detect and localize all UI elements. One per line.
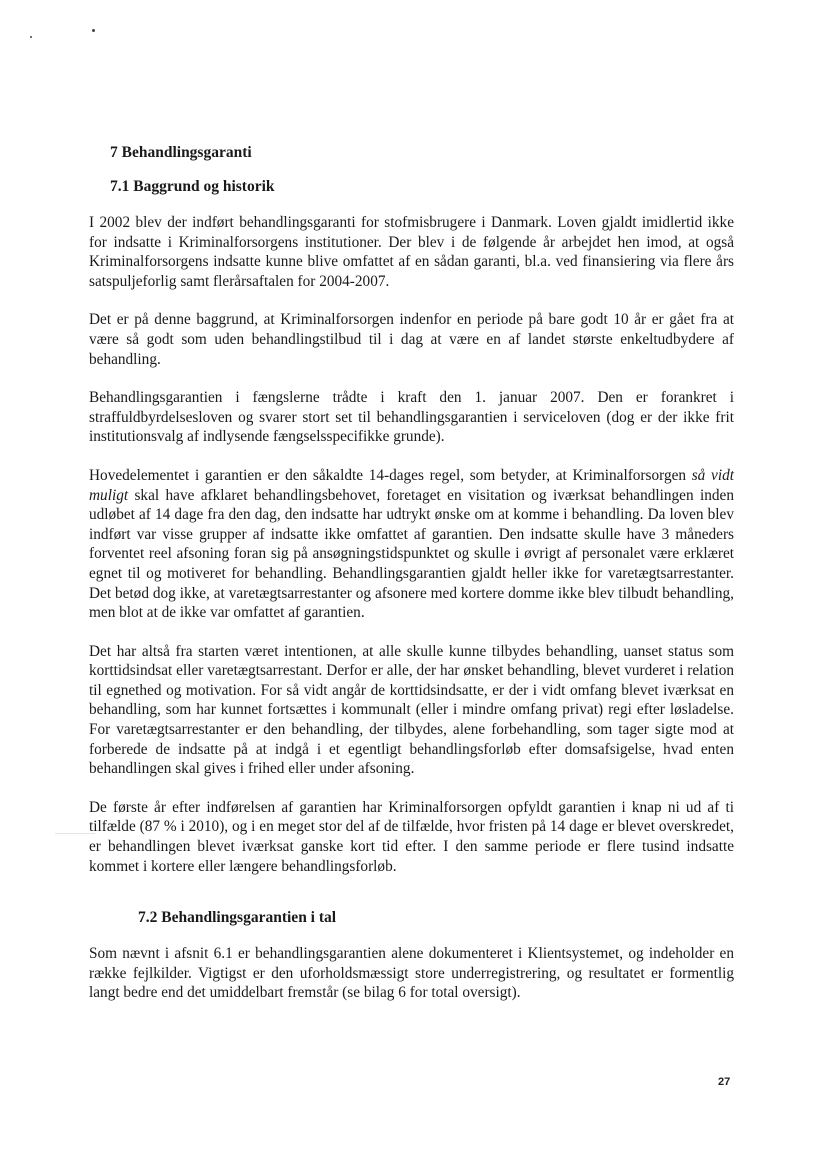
paragraph-introduction: I 2002 blev der indført behandlingsgaranti for stofmisbrugere i Danmark. Loven gjaldt imidlertid ikke for indsatte i Kriminalforsorgens institutioner. Der blev i de følgende år arbejdet hen imod, at også Kriminalforsorgens indsatte kunne blive omfattet af en sådan garanti, bl.a. ved finansiering via flere års satspuljeforlig samt flerårsaftalen for 2004-2007. [89,214,734,290]
section-heading: 7 Behandlingsgaranti [110,144,252,161]
paragraph-intention: Det har altså fra starten været intentionen, at alle skulle kunne tilbydes behandling, uanset status som korttidsindsat eller varetægtsarrestant. Derfor er alle, der har ønsket behandling, blevet vurderet i relation til egnethed og motivation. For så vidt angår de korttidsindsatte, er der i vidt omfang blevet iværksat en behandling, som har kunnet fortsættes i kommunalt (eller i mindre omfang privat) regi efter løsladelse. For varetægtsarrestanter er den behandling, der tilbydes, alene forbehandling, som tager sigte mod at forberede de indsatte på at indgå i et egentligt behandlingsforløb efter domsafsigelse, hvad enten behandlingen skal gives i frihed eller under afsoning. [89,642,734,778]
paragraph-text: skal have afklaret behandlingsbehovet, foretaget en visitation og iværksat behandlingen inden udløbet af 14 dage fra den dag, den indsatte har udtrykt ønske om at komme i behandling. Da loven blev indført var visse grupper af indsatte ikke omfattet af garantien. Den indsatte skulle have 3 måneders forventet reel afsoning foran sig på ansøgningstidspunktet og skulle i øvrigt af personalet være erklæret egnet til og motiveret for behandling. Behandlingsgarantien gjaldt heller ikke for varetægtsarrestanter. Det betød dog ikke, at varetægtsarrestanter og afsonere med kortere domme ikke blev tilbudt behandling, men blot at de ikke var omfattet af garantien. [89,486,734,622]
paragraph-figures: Som nævnt i afsnit 6.1 er behandlingsgarantien alene dokumenteret i Klientsystemet, og indeholder en række fejlkilder. Vigtigst er den uforholdsmæssigt store underregistrering, og resultatet er formentlig langt bedre end det umiddelbart fremstår (se bilag 6 for total oversigt). [89,945,734,1002]
page-number: 27 [718,1076,731,1088]
scan-artifact-dot [30,36,32,38]
subsection-heading-background: 7.1 Baggrund og historik [110,178,275,195]
paragraph-text: Hovedelementet i garantien er den såkaldte 14-dages regel, som betyder, at Kriminalforsorgen [89,466,692,484]
paragraph-emphasis: så vidt muligt [89,466,734,504]
paragraph-14-day-rule [89,466,734,623]
paragraph-enactment: Behandlingsgarantien i fængslerne trådte i kraft den 1. januar 2007. Den er forankret i straffuldbyrdelsesloven og svarer stort set til behandlingsgarantien i serviceloven (dog er der ikke frit institutionsvalg af indlysende fængselsspecifikke grunde). [89,389,734,446]
paragraph-results: De første år efter indførelsen af garantien har Kriminalforsorgen opfyldt garantien i knap ni ud af ti tilfælde (87 % i 2010), og i en meget stor del af de tilfælde, hvor fristen på 14 dage er blevet overskredet, er behandlingen blevet iværksat ganske kort tid efter. I den samme periode er flere tusind indsatte kommet i kortere eller længere behandlingsforløb. [89,798,734,875]
paragraph-background: Det er på denne baggrund, at Kriminalforsorgen indenfor en periode på bare godt 10 år er gået fra at være så godt som uden behandlingstilbud til i dag at være en af landet største enkeltudbydere af behandling. [89,311,734,368]
subsection-heading-figures: 7.2 Behandlingsgarantien i tal [138,909,337,927]
scan-artifact-dot [92,29,95,32]
document-page [89,143,734,1003]
